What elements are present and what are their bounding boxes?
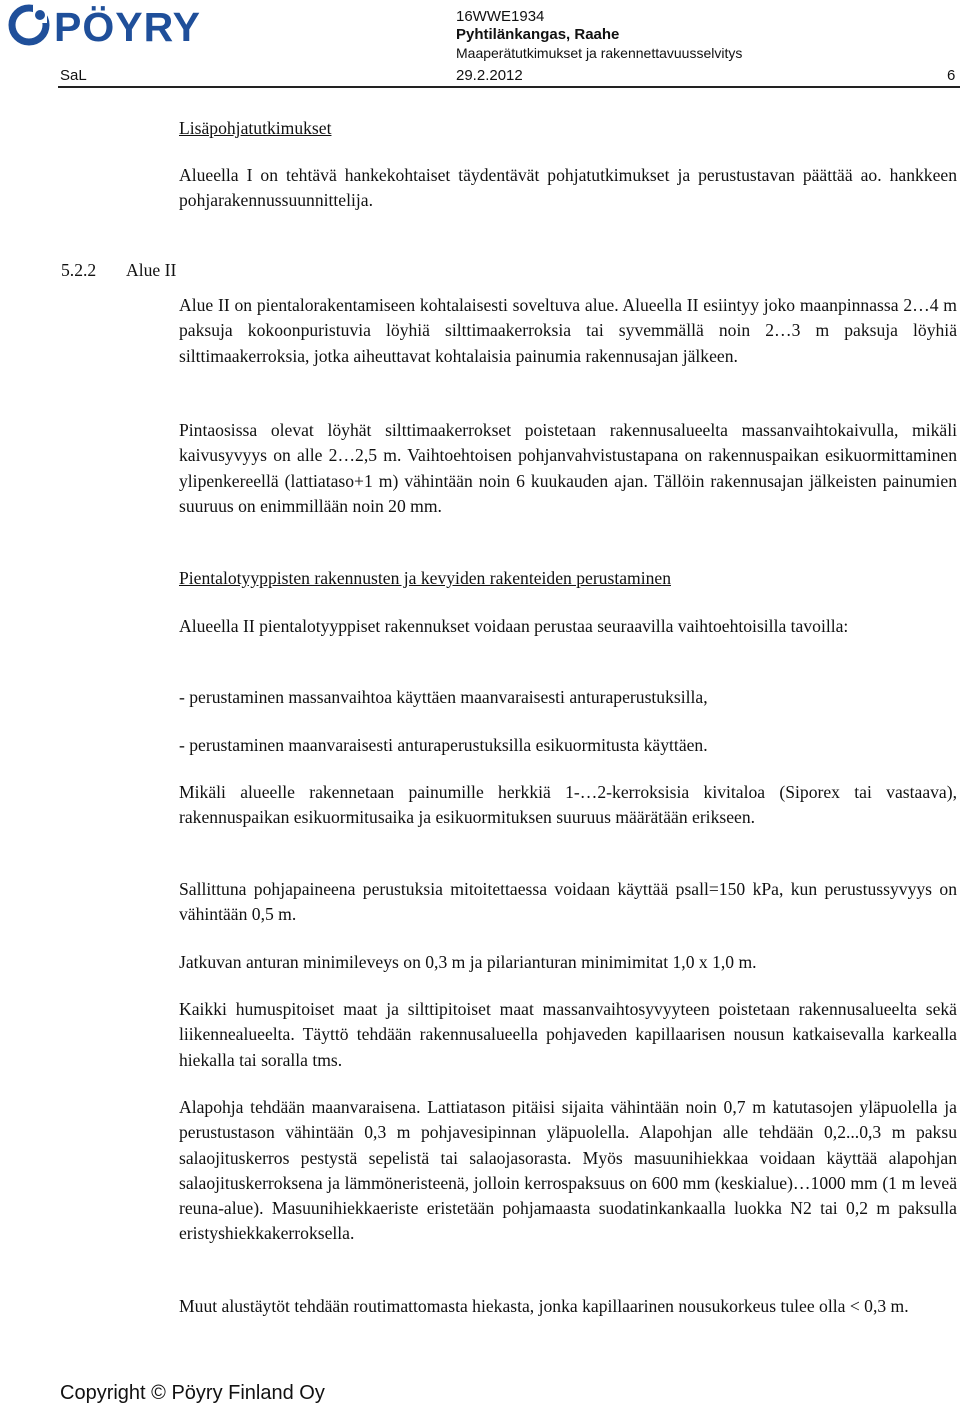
paragraph: Muut alustäytöt tehdään routimattomasta hiekasta, jonka kapillaarinen nousukorkeus tulee olla < 0,3 m. xyxy=(179,1296,909,1316)
paragraph: Sallittuna pohjapaineena perustuksia mitoitettaessa voidaan käyttää psall=150 kPa, kun perustussyvyys on vähintään 0,5 m. xyxy=(179,879,957,925)
subheading-perustaminen: Pientalotyyppisten rakennusten ja kevyiden rakenteiden perustaminen xyxy=(179,568,671,588)
paragraph: Alueella I on tehtävä hankekohtaiset täydentävät pohjatutkimukset ja perustustavan päättää ao. hankkeen pohjarakennussuunnittelija. xyxy=(179,165,957,211)
paragraph: Alapohja tehdään maanvaraisena. Lattiatason pitäisi sijaita vähintään noin 0,7 m katutasojen yläpuolella ja perustustason vähintään 0,3 m pohjavesipinnan yläpuolella. Alapohjan alle tehdään 0,2...0,3 m paksu salaojituskerros pestystä sepelistä tai salaojasorasta. Myös masuunihiekkaa voidaan käyttää alapohjan salaojituskerroksena ja lämmöneristeenä, jolloin kerrospaksuus on 600 mm (keskialue)…1000 mm (1 m leveä reuna-alue). Masuunihiekkaeriste eristetään pohjamaasta suodatinkankaalla luokka N2 tai 0,2 m paksulla eristyshiekkakerroksella. xyxy=(179,1097,957,1244)
author: SaL xyxy=(60,67,87,84)
subheading-lisapohjatutkimukset: Lisäpohjatutkimukset xyxy=(179,118,332,138)
poyry-logo xyxy=(6,2,246,48)
paragraph: Mikäli alueelle rakennetaan painumille herkkiä 1-…2-kerroksisia kivitaloa (Siporex tai vastaava), rakennuspaikan esikuormitusaika ja esikuormituksen suuruus määrätään erikseen. xyxy=(179,782,957,828)
paragraph: Pintaosissa olevat löyhät silttimaakerrokset poistetaan rakennusalueelta massanvaihtokaivulla, mikäli kaivusyvyys on alle 2…2,5 m. Vaihtoehtoisen pohjanvahvistustapana on rakennuspaikan esikuormittaminen ylipenkereellä (lattiataso+1 m) vähintään noin 6 kuukauden ajan. Tällöin rakennusajan jälkeisten painumien suuruus on enimmillään noin 20 mm. xyxy=(179,420,957,516)
doc-id: 16WWE1934 xyxy=(456,8,545,25)
project-name: Pyhtilänkangas, Raahe xyxy=(456,26,620,43)
paragraph: Alue II on pientalorakentamiseen kohtalaisesti soveltuva alue. Alueella II esiintyy joko maanpinnassa 2…4 m paksuja kokoonpuristuvia löyhiä silttimaakerroksia tai syvemmällä noin 2…3 m paksuja löyhiä silttimaakerroksia, jotka aiheuttavat kohtalaisia painumia rakennusajan jälkeen. xyxy=(179,295,957,366)
date: 29.2.2012 xyxy=(456,67,523,84)
list-item: - perustaminen maanvaraisesti anturaperustuksilla esikuormitusta käyttäen. xyxy=(179,735,708,755)
list-item: - perustaminen massanvaihtoa käyttäen maanvaraisesti anturaperustuksilla, xyxy=(179,687,708,707)
header-info xyxy=(456,8,742,62)
section-number: 5.2.2 xyxy=(61,260,97,280)
paragraph: Alueella II pientalotyyppiset rakennukset voidaan perustaa seuraavilla vaihtoehtoisilla tavoilla: xyxy=(179,616,849,636)
logo-wordmark: PÖYRY xyxy=(54,4,202,48)
poyry-emblem-icon xyxy=(12,5,47,42)
section-title: Alue II xyxy=(126,260,177,280)
header-divider xyxy=(58,86,960,88)
paragraph: Kaikki humuspitoiset maat ja silttipitoiset maat massanvaihtosyvyyteen poistetaan rakennusalueelta sekä liikennealueelta. Täyttö tehdään rakennusalueella pohjaveden kapillaarisen nousun katkaisevalla karkealla hiekalla tai soralla tms. xyxy=(179,999,957,1070)
copyright: Copyright © Pöyry Finland Oy xyxy=(60,1382,325,1404)
page-number: 6 xyxy=(947,67,956,84)
doc-title: Maaperätutkimukset ja rakennettavuusselvitys xyxy=(456,45,743,61)
paragraph: Jatkuvan anturan minimileveys on 0,3 m ja pilarianturan minimimitat 1,0 x 1,0 m. xyxy=(179,952,757,972)
